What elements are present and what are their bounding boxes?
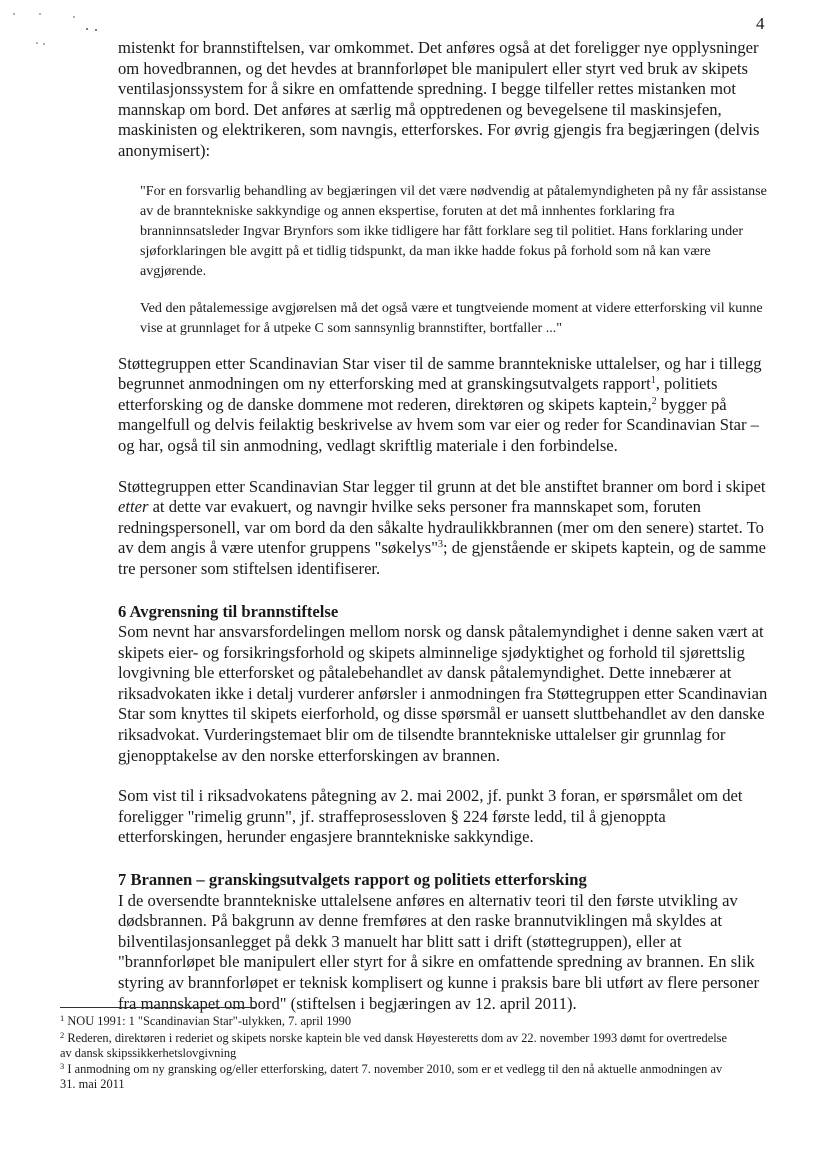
paragraph-text: Støttegruppen etter Scandinavian Star legger til grunn at det ble anstiftet branner om bord i skipet (118, 476, 766, 496)
footnotes (60, 1014, 740, 1094)
emphasis-text: etter (118, 497, 149, 517)
footnote-number: 3 (60, 1061, 65, 1072)
document-body (118, 38, 773, 1014)
footnote-number: 2 (60, 1029, 65, 1040)
footnote-ref: 3 (438, 539, 443, 551)
footnote-text: NOU 1991: 1 "Scandinavian Star"-ulykken, 7. april 1990 (64, 1014, 352, 1028)
body-paragraph (118, 477, 773, 580)
page-number: 4 (756, 14, 765, 33)
body-paragraph (118, 354, 773, 457)
body-paragraph: I de oversendte branntekniske uttalelsene anføres en alternativ teori til den første utvikling av dødsbrannen. På bakgrunn av denne fremføres at den raske brannutviklingen må skyldes at bilventilasjonsanlegget på dekk 3 manuelt har blitt satt i drift (støttegruppen), eller at "brannforløpet ble manipulert eller styrt for å sikre en omfattende spredning av brannen. En slik styring av brannforløpet er teknisk komplisert og kunne i praksis bare bli utført av flere personer fra mannskapet om bord" (stiftelsen i begjæringen av 12. april 2011). (118, 890, 759, 1013)
footnote-divider (60, 1007, 256, 1008)
body-paragraph: mistenkt for brannstiftelsen, var omkommet. Det anføres også at det foreligger nye opplysninger om hovedbrannen, og det hevdes at brannforløpet ble manipulert eller styrt ved bruk av skipets ventilasjonssystem for å sikre en omfattende spredning. I begge tilfeller rettes mistanken mot mannskap om bord. Det anføres at særlig må opptredenen og bevegelsene til maskinsjefen, maskinisten og elektrikeren, som navngis, etterforskes. For øvrig gjengis fra begjæringen (delvis anonymisert): (118, 38, 760, 160)
footnote-text: Rederen, direktøren i rederiet og skipets norske kaptein ble ved dansk Høyesteretts dom av 22. november 1993 dømt for overtredelse av dansk skipssikkerhetslovgivning (60, 1030, 727, 1060)
paragraph-text: ; de gjenstående er skipets kaptein, og de samme tre personer som stiftelsen identifiserer. (118, 538, 767, 578)
section-heading: 6 Avgrensning til brannstiftelse (118, 601, 339, 621)
footnote (60, 1031, 740, 1061)
body-paragraph: Som nevnt har ansvarsfordelingen mellom norsk og dansk påtalemyndighet i denne saken vært at skipets eier- og forsikringsforhold og skipets alminnelige sjødyktighet og forhold til sjørettslig lovgivning ble etterforsket og påtalebehandlet av dansk påtalemyndighet. Dette innebærer at riksadvokaten ikke i detalj vurderer anførsler i anmodningen fra Støttegruppen etter Scandinavian Star som knyttes til skipets eierforhold, og disse spørsmål er uansett sluttbehandlet av den danske riksadvokat. Vurderingstemaet blir om de tilsendte branntekniske uttalelser gir grunnlag for gjenopptakelse av den norske etterforskingen av brannen. (118, 622, 768, 765)
scan-specks (0, 0, 120, 60)
footnote-ref: 2 (651, 395, 657, 407)
block-quote: "For en forsvarlig behandling av begjæringen vil det være nødvendig at påtalemyndigheten på ny får assistanse av de branntekniske sakkyndige og annen ekspertise, foruten at det må innhentes forklaring fra branninnsatsleder Ingvar Brynfors som ikke tidligere har fått forklare seg til politiet. Hans forklaring under sjøforklaringen ble avgitt på et tidlig tidspunkt, da man ikke hadde fokus på forhold som nå kan være avgjørende. (140, 182, 767, 279)
paragraph-text: at dette var evakuert, og navngir hvilke seks personer fra mannskapet som, foruten redningspersonell, var om bord da den såkalte hydraulikkbrannen (mer om den senere) startet. To av dem angis å være utenfor gruppens "søkelys" (118, 497, 764, 558)
paragraph-text: Støttegruppen etter Scandinavian Star viser til de samme branntekniske uttalelser, og har i tillegg begrunnet anmodningen om ny etterforsking med at granskingsutvalgets rapport (118, 353, 762, 394)
section-heading: 7 Brannen – granskingsutvalgets rapport og politiets etterforsking (118, 870, 587, 890)
block-quote: Ved den påtalemessige avgjørelsen må det også være et tungtveiende moment at videre etterforsking vil kunne vise at grunnlaget for å utpeke C som sannsynlig brannstifter, bortfaller ..." (140, 299, 763, 336)
footnote (60, 1014, 740, 1029)
footnote (60, 1062, 740, 1092)
footnote-text: I anmodning om ny gransking og/eller etterforsking, datert 7. november 2010, som er et vedlegg til den nå aktuelle anmodningen av 31. mai 2011 (60, 1062, 723, 1092)
paragraph-text: , politiets etterforsking og de danske dommene mot rederen, direktøren og skipets kaptein, (118, 374, 718, 414)
footnote-ref: 1 (650, 375, 656, 387)
paragraph-text: bygger på mangelfull og delvis feilaktig beskrivelse av hvem som var eier og reder for Scandinavian Star – og har, også til sin anmodning, vedlagt skriftlig materiale i den forbindelse. (118, 394, 759, 455)
body-paragraph: Som vist til i riksadvokatens påtegning av 2. mai 2002, jf. punkt 3 foran, er spørsmålet om det foreligger "rimelig grunn", jf. straffeprosessloven § 224 første ledd, til å gjenoppta etterforskingen, herunder engasjere branntekniske sakkyndige. (118, 786, 743, 847)
footnote-number: 1 (60, 1013, 65, 1023)
